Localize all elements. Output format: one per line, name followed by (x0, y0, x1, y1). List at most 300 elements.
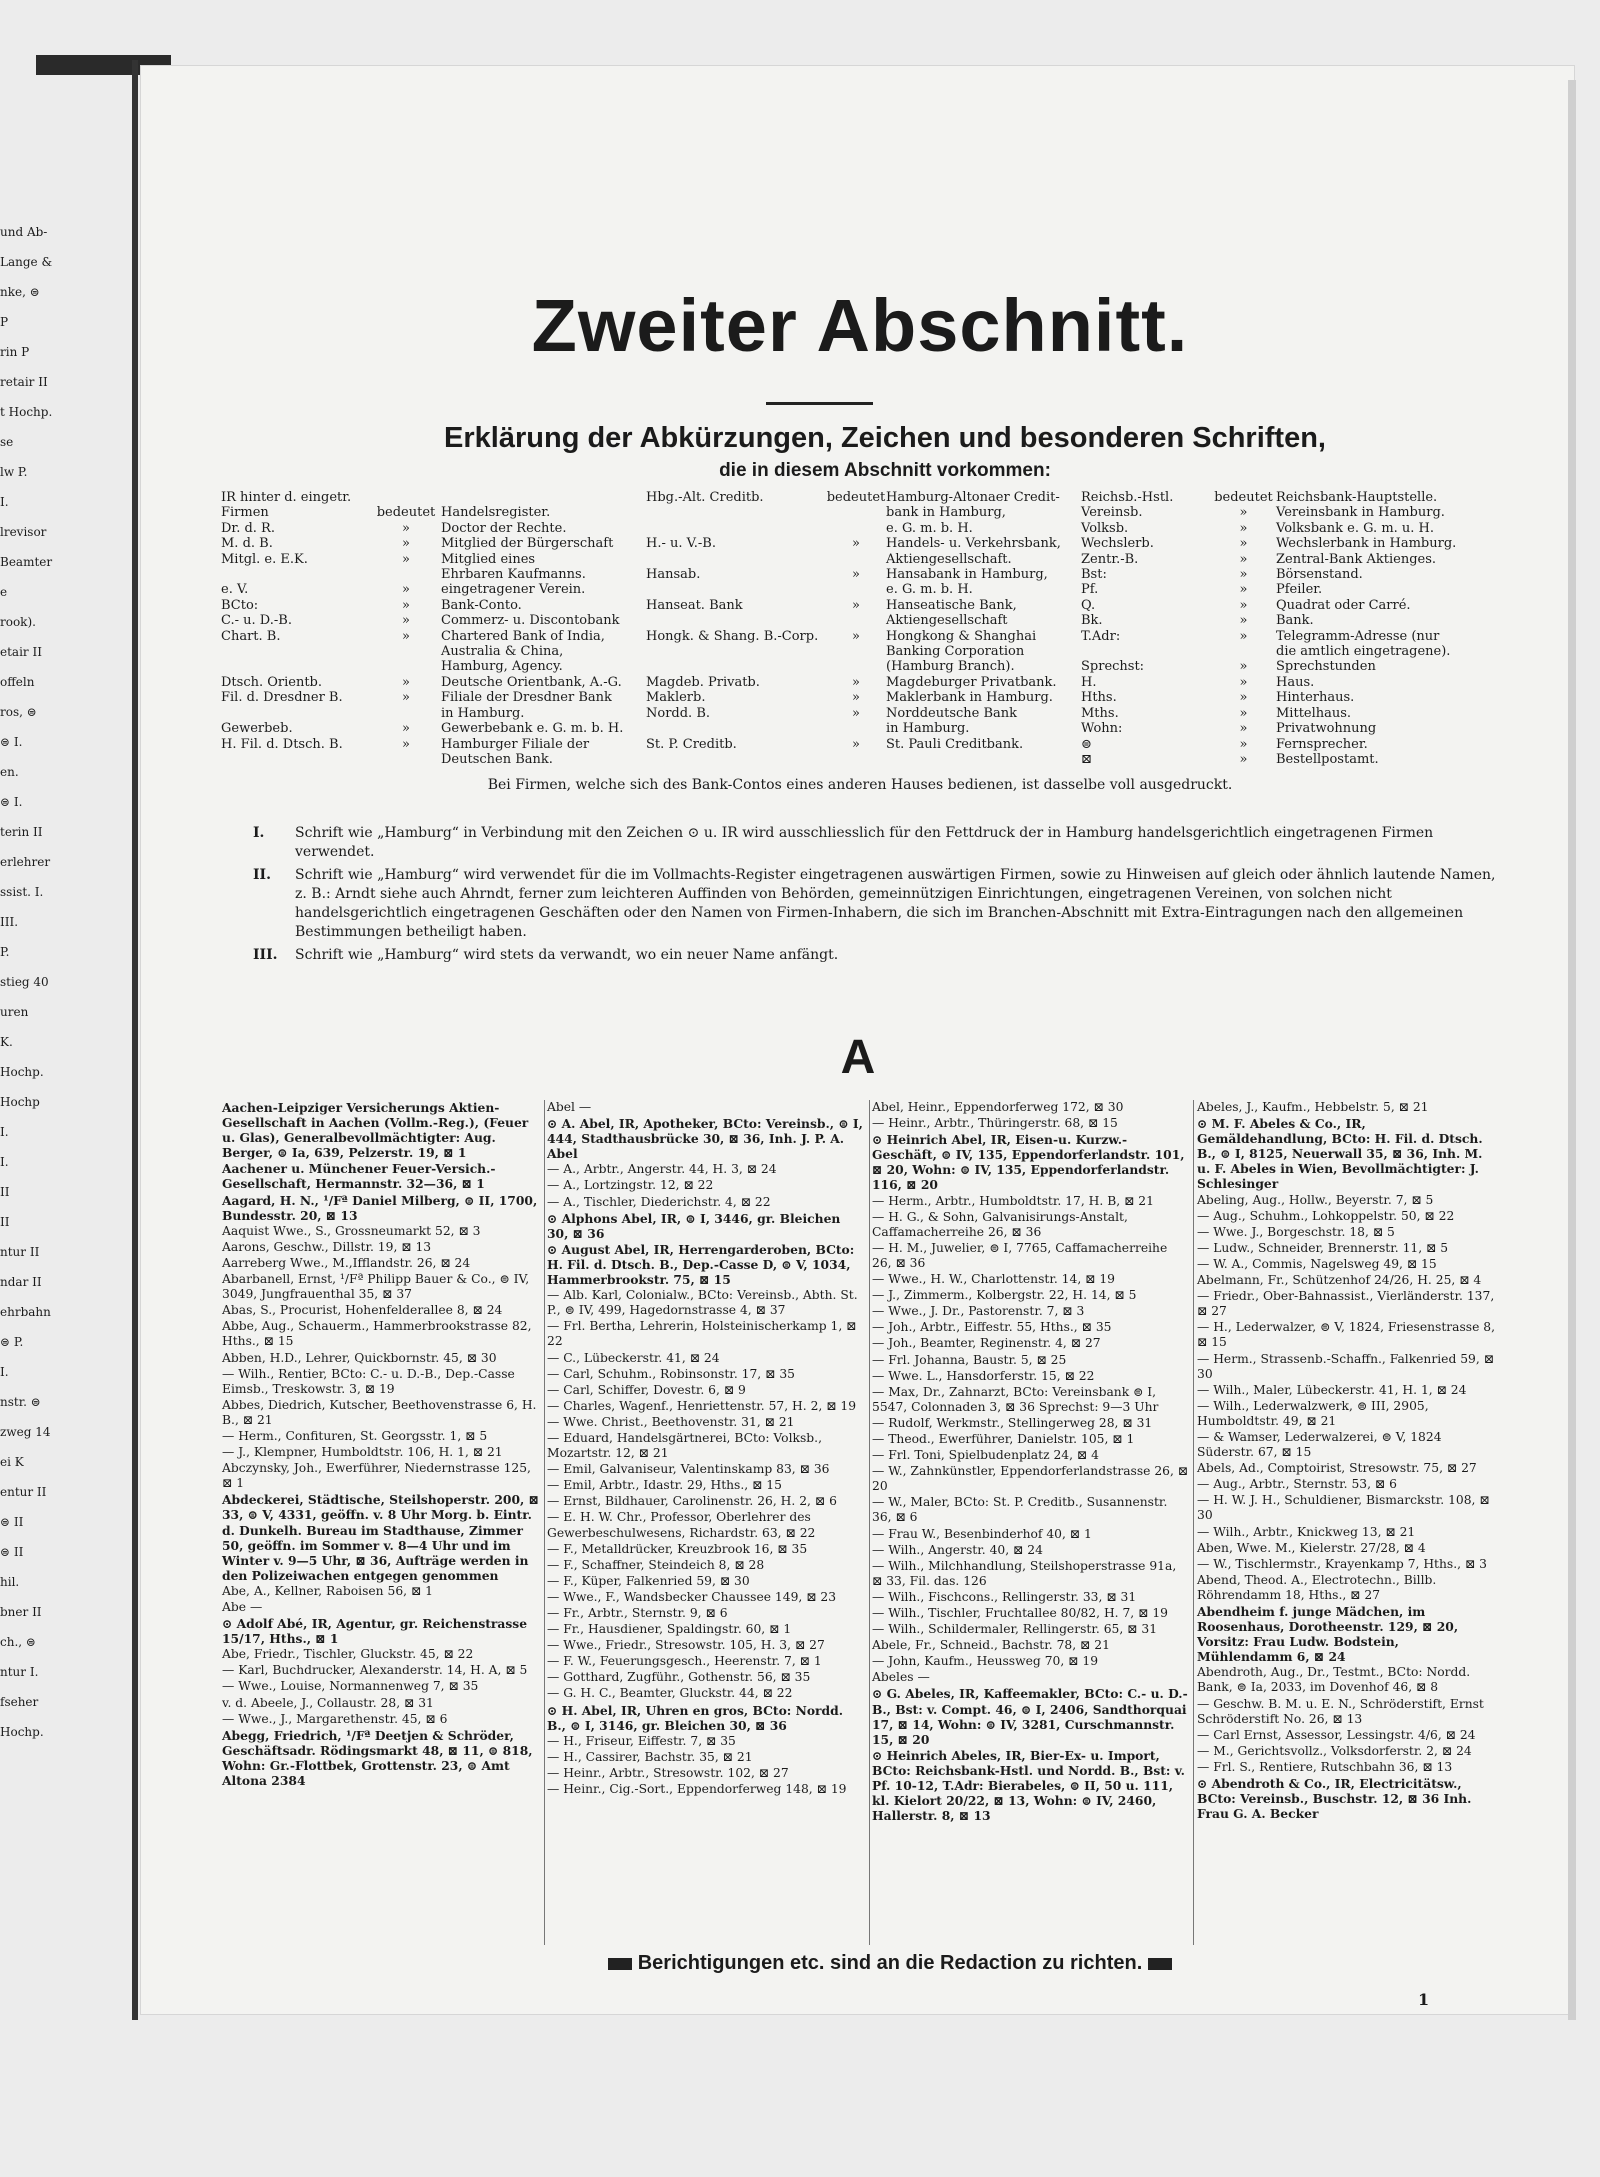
directory-entry: — Wilh., Lederwalzwerk, ⊜ III, 2905, Humboldtstr. 49, ⊠ 21 (1197, 1398, 1429, 1428)
abbreviation-row (646, 567, 1086, 582)
abbreviation-row (1081, 737, 1501, 752)
abbreviation-row (221, 598, 641, 613)
abbreviation-marker (371, 490, 441, 505)
directory-entry: — E. H. W. Chr., Professor, Oberlehrer des Gewerbeschulwesens, Richardstr. 63, ⊠ 22 (547, 1510, 816, 1540)
abbreviation-row (1081, 490, 1501, 505)
directory-entry: — A., Tischler, Diederichstr. 4, ⊠ 22 (547, 1194, 771, 1209)
abbreviation-row (646, 505, 1086, 520)
directory-entry: Abe, A., Kellner, Raboisen 56, ⊠ 1 (222, 1583, 433, 1598)
page-mark: 1 (1418, 1990, 1430, 2009)
abbreviation-marker: bedeutet (826, 490, 886, 505)
abbreviation-marker: » (1239, 659, 1248, 675)
abbreviation-meaning: Börsenstand. (1276, 567, 1363, 583)
spine-fragment: Hochp. (0, 1725, 44, 1739)
directory-entry: — Geschw. B. M. u. E. N., Schröderstift, Ernst Schröderstift No. 26, ⊠ 13 (1197, 1696, 1484, 1726)
abbreviation-key: Gewerbeb. (221, 721, 293, 737)
directory-entry: Abels, Ad., Comptoirist, Stresowstr. 75, ⊠ 27 (1197, 1461, 1477, 1476)
abbreviation-row (221, 536, 641, 551)
abbreviation-marker: » (1239, 551, 1248, 567)
directory-entry: ⊙ Adolf Abé, IR, Agentur, gr. Reichenstrasse 15/17, Hths., ⊠ 1 (222, 1616, 528, 1647)
directory-entry: Abend, Theod. A., Electrotechn., Billb. Röhrendamm 18, Hths., ⊠ 27 (1197, 1572, 1437, 1602)
abbreviation-key: M. d. B. (221, 536, 273, 552)
abbreviation-row (1081, 567, 1501, 582)
abbreviation-key (646, 552, 826, 567)
spine-fragment: III. (0, 915, 19, 929)
spine-fragment: ntur II (0, 1245, 40, 1259)
abbreviation-row (1081, 552, 1501, 567)
abbreviation-meaning: Ehrbaren Kaufmanns. (441, 567, 586, 583)
abbreviation-meaning: Banking Corporation (886, 644, 1025, 660)
abbreviation-row (646, 521, 1086, 536)
spine-fragment: II (0, 1215, 10, 1229)
abbreviation-marker: » (402, 520, 410, 536)
abbreviation-row (1081, 752, 1501, 767)
directory-entry: — F. W., Feuerungsgesch., Heerenstr. 7, ⊠ 1 (547, 1654, 822, 1669)
spine-fragment: en. (0, 765, 19, 779)
abbreviation-key (221, 567, 371, 582)
abbreviation-marker (826, 644, 886, 659)
abbreviation-marker: » (1239, 597, 1248, 613)
abbreviation-marker: » (852, 690, 860, 706)
abbreviation-marker: » (1239, 628, 1248, 644)
abbreviation-marker: » (1239, 736, 1248, 752)
spine-fragment: ehrbahn (0, 1305, 51, 1319)
abbreviation-row (646, 629, 1086, 644)
abbreviation-key: Nordd. B. (646, 705, 711, 721)
abbreviation-key: Bst: (1081, 567, 1107, 583)
directory-entry: Abeling, Aug., Hollw., Beyerstr. 7, ⊠ 5 (1197, 1192, 1434, 1207)
abbreviation-row (1081, 690, 1501, 705)
abbreviation-row (646, 644, 1086, 659)
directory-entry: — A., Lortzingstr. 12, ⊠ 22 (547, 1178, 714, 1193)
abbreviation-key: Hanseat. Bank (646, 597, 743, 613)
rule-text: Schrift wie „Hamburg“ in Verbindung mit den Zeichen ⊙ u. IR wird ausschliesslich für den Fettdruck der in Hamburg handelsgerichtlich eingetragenen Firmen verwendet. (295, 825, 1434, 860)
directory-entry: Abarbanell, Ernst, ¹/Fª Philipp Bauer & Co., ⊜ IV, 3049, Jungfrauenthal 35, ⊠ 37 (222, 1272, 530, 1302)
abbreviation-meaning: Vereinsbank in Hamburg. (1276, 505, 1445, 521)
rule-number: II. (253, 867, 271, 883)
abbreviation-key: Hongk. & Shang. B.-Corp. (646, 628, 819, 644)
directory-entry: — Herm., Confituren, St. Georgsstr. 1, ⊠ 5 (222, 1428, 488, 1443)
abbreviation-marker: » (1239, 690, 1248, 706)
directory-entry: Abczynsky, Joh., Ewerführer, Niedernstrasse 125, ⊠ 1 (222, 1461, 531, 1491)
abbreviation-meaning: Telegramm-Adresse (nur (1276, 628, 1440, 644)
abbreviation-meaning: eingetragener Verein. (441, 582, 586, 598)
abbreviation-meaning: Zentral-Bank Aktienges. (1276, 551, 1437, 567)
abbreviation-marker (826, 721, 886, 736)
spine-fragment: ⊜ II (0, 1515, 24, 1529)
font-rule (253, 866, 1503, 942)
directory-column-3 (872, 1100, 1190, 1824)
directory-entry: Abeles, J., Kaufm., Hebbelstr. 5, ⊠ 21 (1197, 1100, 1429, 1114)
directory-entry: — Wilh., Arbtr., Knickweg 13, ⊠ 21 (1197, 1524, 1416, 1539)
abbreviation-row (1081, 644, 1501, 659)
abbreviation-row (221, 706, 641, 721)
spine-fragment: ⊜ II (0, 1545, 24, 1559)
abbreviation-marker: » (852, 597, 860, 613)
directory-entry: — Carl, Schiffer, Dovestr. 6, ⊠ 9 (547, 1382, 746, 1397)
spine-fragment: rin P (0, 345, 30, 359)
spine-fragment: Beamter (0, 555, 53, 569)
abbreviation-key (646, 721, 826, 736)
abbreviation-row (221, 752, 641, 767)
abbreviation-meaning: Hamburg, Agency. (441, 659, 563, 675)
page-footer (510, 1952, 1270, 1975)
abbreviation-marker: » (1239, 721, 1248, 737)
abbreviation-meaning: Aktiengesellschaft (886, 613, 1008, 629)
directory-entry: — Rudolf, Werkmstr., Stellingerweg 28, ⊠ 31 (872, 1415, 1153, 1430)
directory-entry: Aarreberg Wwe., M.,Ifflandstr. 26, ⊠ 24 (222, 1255, 471, 1270)
directory-entry: — Carl Ernst, Assessor, Lessingstr. 4/6, ⊠ 24 (1197, 1727, 1476, 1742)
abbreviation-row (221, 582, 641, 597)
abbreviation-marker (371, 752, 441, 767)
directory-entry: — Frl. Toni, Spielbudenplatz 24, ⊠ 4 (872, 1448, 1099, 1463)
directory-entry: — M., Gerichtsvollz., Volksdorferstr. 2, ⊠ 24 (1197, 1743, 1472, 1758)
abbreviation-meaning: Aktiengesellschaft. (886, 551, 1012, 567)
spine-fragment: offeln (0, 675, 35, 689)
abbreviation-key (221, 752, 371, 767)
directory-entry: — Karl, Buchdrucker, Alexanderstr. 14, H. A, ⊠ 5 (222, 1663, 528, 1678)
abbreviation-key: Wohn: (1081, 721, 1123, 737)
directory-entry: v. d. Abeele, J., Collaustr. 28, ⊠ 31 (222, 1695, 434, 1710)
abbreviation-meaning: Hansabank in Hamburg, (886, 567, 1048, 583)
spine-fragment: I. (0, 1125, 9, 1139)
spine-fragment: t Hochp. (0, 405, 53, 419)
abbreviation-key: Dtsch. Orientb. (221, 674, 323, 690)
abbreviation-marker (826, 521, 886, 536)
directory-entry: — F., Küper, Falkenried 59, ⊠ 30 (547, 1573, 750, 1588)
rule-text: Schrift wie „Hamburg“ wird verwendet für die im Vollmachts-Register eingetragenen auswärtigen Firmen, sowie zu Hinweisen auf gleich oder ähnlich lautende Namen, z. B.: Arndt siehe auch Ahrndt, ferner zum leichteren Auffinden von Behörden, gemeinnützigen Einrichtungen, eingetragenen Vereinen, von solchen nicht handelsgerichtlich eingetragenen Geschäften oder den Namen von Firmen-Inhabern, die sich im Branchen-Abschnitt mit Extra-Eintragungen nach den allgemeinen Bestimmungen betheiligt haben. (295, 867, 1496, 940)
directory-entry: — Emil, Galvaniseur, Valentinskamp 83, ⊠ 36 (547, 1462, 830, 1477)
abbreviation-marker: » (852, 628, 860, 644)
directory-entry: ⊙ M. F. Abeles & Co., IR, Gemäldehandlung, BCto: H. Fil. d. Dtsch. B., ⊜ I, 8125, Neuerwall 35, ⊠ 36, Inh. M. u. F. Abeles in Wien, Bevollmächtigter: J. Schlesinger (1197, 1116, 1483, 1192)
abbreviation-marker: » (1239, 582, 1248, 598)
abbreviation-marker: » (1239, 751, 1248, 767)
abbreviation-marker (1211, 644, 1276, 659)
abbreviation-key (646, 582, 826, 597)
directory-columns (222, 1100, 1512, 1960)
rule-text: Schrift wie „Hamburg“ wird stets da verwandt, wo ein neuer Name anfängt. (295, 947, 839, 963)
abbreviation-marker (371, 659, 441, 674)
abbreviation-marker: » (1239, 567, 1248, 583)
directory-entry: — Herm., Arbtr., Humboldtstr. 17, H. B, ⊠ 21 (872, 1193, 1154, 1208)
abbreviation-meaning: Wechslerbank in Hamburg. (1276, 536, 1457, 552)
abbreviation-key: IR hinter d. eingetr. (221, 490, 352, 505)
abbreviation-row (1081, 582, 1501, 597)
abbreviation-meaning: Fernsprecher. (1276, 736, 1368, 752)
directory-entry: ⊙ Abendroth & Co., IR, Electricitätsw., BCto: Vereinsb., Buschstr. 12, ⊠ 36 Inh. Frau G. A. Becker (1197, 1776, 1472, 1822)
abbreviation-key: Mitgl. e. E.K. (221, 551, 308, 567)
directory-entry: — Fr., Hausdiener, Spaldingstr. 60, ⊠ 1 (547, 1622, 792, 1637)
abbreviation-row (221, 737, 641, 752)
abbreviation-meaning: Mitglied eines (441, 551, 536, 567)
directory-entry: — Theod., Ewerführer, Danielstr. 105, ⊠ 1 (872, 1431, 1135, 1446)
spine-fragment: stieg 40 (0, 975, 49, 989)
abbreviation-marker: » (1239, 520, 1248, 536)
spine-fragment: ch., ⊜ (0, 1635, 36, 1649)
abbreviation-row (221, 675, 641, 690)
abbreviation-meaning: Maklerbank in Hamburg. (886, 690, 1053, 706)
abbreviation-column-right (1081, 490, 1501, 767)
title-rule (766, 402, 873, 405)
abbreviation-meaning: Australia & China, (441, 644, 564, 660)
abbreviation-key: ⊜ (1081, 736, 1092, 752)
abbreviation-key: Hbg.-Alt. Creditb. (646, 490, 764, 505)
directory-entry: — Aug., Schuhm., Lohkoppelstr. 50, ⊠ 22 (1197, 1208, 1455, 1223)
abbreviation-meaning: in Hamburg. (886, 721, 970, 737)
abbreviation-key: Firmen (221, 505, 269, 521)
spine-fragment: e (0, 585, 8, 599)
abbreviation-key: Pf. (1081, 582, 1099, 598)
abbreviation-key: Chart. B. (221, 628, 281, 644)
abbreviation-key: e. V. (221, 582, 249, 598)
abbreviation-marker: » (402, 597, 410, 613)
directory-entry: — Heinr., Arbtr., Stresowstr. 102, ⊠ 27 (547, 1765, 789, 1780)
directory-entry: Abe, Friedr., Tischler, Gluckstr. 45, ⊠ 22 (222, 1647, 474, 1662)
directory-entry: — Carl, Schuhm., Robinsonstr. 17, ⊠ 35 (547, 1366, 795, 1381)
abbreviation-meaning: Bank-Conto. (441, 597, 522, 613)
abbreviation-row (646, 659, 1086, 674)
abbreviation-meaning: Hinterhaus. (1276, 690, 1355, 706)
abbreviation-marker: » (402, 736, 410, 752)
directory-entry: — Wilh., Milchhandlung, Steilshoperstrasse 91a, ⊠ 33, Fil. das. 126 (872, 1558, 1177, 1588)
abbreviation-marker: » (852, 705, 860, 721)
spine-fragment: ⊜ I. (0, 795, 23, 809)
directory-entry: — Wwe. J., Borgeschstr. 18, ⊠ 5 (1197, 1224, 1395, 1239)
abbreviation-row (1081, 536, 1501, 551)
abbreviation-meaning: e. G. m. b. H. (886, 582, 973, 598)
abbreviation-key: Volksb. (1081, 520, 1129, 536)
directory-entry: — H. W. J. H., Schuldiener, Bismarckstr. 108, ⊠ 30 (1197, 1493, 1490, 1523)
abbreviation-key: St. P. Creditb. (646, 736, 737, 752)
abbreviation-row (221, 567, 641, 582)
directory-entry: ⊙ Alphons Abel, IR, ⊜ I, 3446, gr. Bleichen 30, ⊠ 36 (547, 1210, 841, 1241)
abbreviation-meaning: Bestellpostamt. (1276, 751, 1379, 767)
directory-entry: Abegg, Friedrich, ¹/Fª Deetjen & Schröder, Geschäftsadr. Rödingsmarkt 48, ⊠ 11, ⊜ 818, Wohn: Gr.-Flottbek, Grottenstr. 23, ⊜ Amt Altona 2384 (222, 1727, 533, 1789)
directory-entry: Abendheim f. junge Mädchen, im Roosenhaus, Dorotheenstr. 129, ⊠ 20, Vorsitz: Frau Ludw. Bodstein, Mühlendamm 6, ⊠ 24 (1197, 1604, 1459, 1665)
page-subtitle-2: die in diesem Abschnitt vorkommen: (719, 460, 1051, 481)
spine-fragment: und Ab- (0, 225, 48, 239)
directory-entry: — F., Metalldrücker, Kreuzbrook 16, ⊠ 35 (547, 1541, 808, 1556)
abbreviation-row (1081, 659, 1501, 674)
abbreviation-key: Sprechst: (1081, 659, 1145, 675)
abbreviation-key: Magdeb. Privatb. (646, 674, 760, 690)
abbreviation-meaning: Handelsregister. (441, 505, 551, 521)
directory-entry: — Wwe., F., Wandsbecker Chaussee 149, ⊠ 23 (547, 1589, 837, 1604)
directory-entry: — Ernst, Bildhauer, Carolinenstr. 26, H. 2, ⊠ 6 (547, 1494, 837, 1509)
abbreviation-row (1081, 613, 1501, 628)
abbreviation-meaning: Hamburger Filiale der (441, 736, 590, 752)
directory-entry: — W. A., Commis, Nagelsweg 49, ⊠ 15 (1197, 1256, 1437, 1271)
spine-fragment: etair II (0, 645, 42, 659)
spine-fragment: fseher (0, 1695, 39, 1709)
directory-entry: — J., Zimmerm., Kolbergstr. 22, H. 14, ⊠ 5 (872, 1288, 1137, 1303)
abbreviation-key: BCto: (221, 597, 259, 613)
abbreviation-key: Bk. (1081, 613, 1103, 629)
abbreviation-marker: » (1239, 505, 1248, 521)
spine-fragment: zweg 14 (0, 1425, 51, 1439)
rule-number: III. (253, 947, 278, 963)
spine-fragment: lw P. (0, 465, 28, 479)
directory-entry: — Wilh., Tischler, Fruchtallee 80/82, H. 7, ⊠ 19 (872, 1606, 1168, 1620)
abbreviation-note: Bei Firmen, welche sich des Bank-Contos eines anderen Hauses bedienen, ist dasselbe voll ausgedruckt. (487, 777, 1233, 793)
directory-entry: — Charles, Wagenf., Henriettenstr. 57, H. 2, ⊠ 19 (547, 1398, 857, 1413)
directory-entry: — Wwe., H. W., Charlottenstr. 14, ⊠ 19 (872, 1272, 1116, 1287)
abbreviation-marker: » (402, 628, 410, 644)
abbreviation-marker: » (402, 613, 410, 629)
abbreviation-meaning: Chartered Bank of India, (441, 628, 605, 644)
spine-fragment: ndar II (0, 1275, 42, 1289)
pointing-hand-icon (608, 1958, 632, 1970)
abbreviation-key: H. Fil. d. Dtsch. B. (221, 736, 343, 752)
abbreviation-meaning: Magdeburger Privatbank. (886, 674, 1057, 690)
directory-entry: ⊙ Heinrich Abel, IR, Eisen-u. Kurzw.-Geschäft, ⊜ IV, 135, Eppendorferlandstr. 101, ⊠ 20, Wohn: ⊜ IV, 135, Eppendorferlandstr. 116, ⊠ 20 (872, 1132, 1185, 1193)
abbreviation-meaning: Pfeiler. (1276, 582, 1323, 598)
spine-fragment: ei K (0, 1455, 24, 1469)
directory-entry: — Wwe. L., Hansdorferstr. 15, ⊠ 22 (872, 1368, 1095, 1383)
abbreviation-marker: » (1239, 674, 1248, 690)
abbreviation-row (1081, 721, 1501, 736)
spine-fragment: I. (0, 1365, 9, 1379)
abbreviation-marker (826, 613, 886, 628)
abbreviation-key: H. (1081, 674, 1097, 690)
abbreviation-meaning: Hanseatische Bank, (886, 597, 1017, 613)
directory-entry: — Frau W., Besenbinderhof 40, ⊠ 1 (872, 1526, 1092, 1541)
directory-entry: — Wwe., Friedr., Stresowstr. 105, H. 3, ⊠ 27 (547, 1638, 825, 1653)
abbreviation-marker (826, 659, 886, 674)
binding-edge (132, 60, 138, 2020)
abbreviation-row (646, 737, 1086, 752)
abbreviation-marker: » (852, 736, 860, 752)
abbreviation-key: Wechslerb. (1081, 536, 1154, 552)
abbreviation-row (221, 613, 641, 628)
abbreviation-key: Fil. d. Dresdner B. (221, 690, 343, 706)
spine-fragment: I. (0, 495, 9, 509)
directory-entry: — Heinr., Cig.-Sort., Eppendorferweg 148, ⊠ 19 (547, 1782, 847, 1797)
directory-entry: — & Wamser, Lederwalzerei, ⊜ V, 1824 Süderstr. 67, ⊠ 15 (1197, 1429, 1442, 1460)
abbreviation-key: Hths. (1081, 690, 1117, 706)
abbreviation-key: H.- u. V.-B. (646, 536, 716, 552)
spine-fragment: II (0, 1185, 10, 1199)
directory-entry: ⊙ G. Abeles, IR, Kaffeemakler, BCto: C.- u. D.-B., Bst: v. Compt. 46, ⊜ I, 2406, Sandthorquai 17, ⊠ 14, Wohn: ⊜ IV, 3281, Curschmannstr. 15, ⊠ 20 (872, 1686, 1188, 1747)
directory-entry: — Wilh., Fischcons., Rellingerstr. 33, ⊠ 31 (872, 1589, 1137, 1604)
directory-column-2 (547, 1100, 865, 1798)
directory-entry: — Max, Dr., Zahnarzt, BCto: Vereinsbank ⊜ I, 5547, Colonnaden 3, ⊠ 36 Sprechst: 9—3 Uhr (872, 1384, 1159, 1414)
abbreviation-key: T.Adr: (1081, 628, 1121, 644)
directory-entry: — W., Zahnkünstler, Eppendorferlandstrasse 26, ⊠ 20 (872, 1464, 1189, 1494)
abbreviation-row (1081, 521, 1501, 536)
page-edge-right (1568, 80, 1576, 2020)
abbreviation-meaning: bank in Hamburg, (886, 505, 1006, 521)
page-subtitle: Erklärung der Abkürzungen, Zeichen und besonderen Schriften, (444, 422, 1326, 454)
directory-entry: — J., Klempner, Humboldtstr. 106, H. 1, ⊠ 21 (222, 1445, 503, 1460)
abbreviation-column-middle (646, 490, 1086, 752)
abbreviation-row (221, 552, 641, 567)
abbreviation-marker: » (402, 721, 410, 737)
spine-fragment: ros, ⊜ (0, 705, 37, 719)
abbreviation-key (221, 706, 371, 721)
abbreviation-row (221, 629, 641, 644)
directory-entry: — Wilh., Rentier, BCto: C.- u. D.-B., Dep.-Casse Eimsb., Treskowstr. 3, ⊠ 19 (222, 1366, 515, 1396)
spine-fragment: terin II (0, 825, 43, 839)
directory-entry: — H., Friseur, Eiffestr. 7, ⊠ 35 (547, 1733, 736, 1748)
abbreviation-key: Mths. (1081, 705, 1119, 721)
directory-entry: — Gotthard, Zugführ., Gothenstr. 56, ⊠ 35 (547, 1670, 811, 1685)
abbreviation-marker: » (402, 582, 410, 598)
section-letter: A (840, 1031, 876, 1084)
directory-entry: Abbes, Diedrich, Kutscher, Beethovenstrasse 6, H. B., ⊠ 21 (222, 1397, 537, 1427)
abbreviation-row (646, 582, 1086, 597)
abbreviation-row (646, 675, 1086, 690)
spine-fragment: erlehrer (0, 855, 51, 869)
abbreviation-row (221, 521, 641, 536)
directory-entry: — C., Lübeckerstr. 41, ⊠ 24 (547, 1350, 720, 1365)
directory-entry: Aagard, H. N., ¹/Fª Daniel Milberg, ⊜ II, 1700, Bundesstr. 20, ⊠ 13 (222, 1192, 538, 1223)
abbreviation-row (221, 721, 641, 736)
abbreviation-meaning: Hongkong & Shanghai (886, 628, 1037, 644)
directory-entry: Aben, Wwe. M., Kielerstr. 27/28, ⊠ 4 (1197, 1540, 1426, 1555)
directory-entry: — Wwe., J. Dr., Pastorenstr. 7, ⊠ 3 (872, 1304, 1085, 1319)
directory-entry: — Wwe., Louise, Normannenweg 7, ⊠ 35 (222, 1679, 479, 1694)
abbreviation-meaning: Volksbank e. G. m. u. H. (1276, 520, 1435, 536)
abbreviation-meaning: Deutschen Bank. (441, 751, 553, 767)
directory-entry: — Friedr., Ober-Bahnassist., Vierländerstr. 137, ⊠ 27 (1197, 1289, 1495, 1319)
abbreviation-row (221, 659, 641, 674)
abbreviation-key (646, 613, 826, 628)
directory-entry: — Aug., Arbtr., Sternstr. 53, ⊠ 6 (1197, 1477, 1397, 1492)
abbreviation-marker: » (852, 567, 860, 583)
font-rule (253, 824, 1503, 862)
abbreviation-row (646, 690, 1086, 705)
abbreviation-row (646, 598, 1086, 613)
directory-entry: — Ludw., Schneider, Brennerstr. 11, ⊠ 5 (1197, 1240, 1449, 1255)
directory-entry: ⊙ A. Abel, IR, Apotheker, BCto: Vereinsb., ⊜ I, 444, Stadthausbrücke 30, ⊠ 36, Inh. J. P. A. Abel (547, 1116, 863, 1162)
abbreviation-meaning: Handels- u. Verkehrsbank, (886, 536, 1061, 552)
directory-entry: Abeles — (872, 1670, 930, 1685)
directory-entry: Abben, H.D., Lehrer, Quickbornstr. 45, ⊠ 30 (222, 1350, 497, 1365)
directory-entry: Abdeckerei, Städtische, Steilshoperstr. 200, ⊠ 33, ⊜ V, 4331, geöffn. v. 8 Uhr Morg. b. Eintr. d. Dunkelh. Bureau im Stadthause, Zimmer 50, geöffn. im Sommer v. 8—4 Uhr und im Winter v. 9—5 Uhr, ⊠ 36, Aufträge werden in den Polizeiwachen entgegen genommen (222, 1492, 539, 1583)
abbreviation-meaning: Filiale der Dresdner Bank (441, 690, 612, 706)
directory-entry: — A., Arbtr., Angerstr. 44, H. 3, ⊠ 24 (547, 1162, 777, 1177)
abbreviation-meaning: Bank. (1276, 613, 1314, 629)
directory-entry: Aachener u. Münchener Feuer-Versich.-Gesellschaft, Hermannstr. 32—36, ⊠ 1 (222, 1161, 496, 1192)
spine-fragment: Lange & (0, 255, 53, 269)
abbreviation-key (646, 521, 826, 536)
abbreviation-marker (371, 706, 441, 721)
abbreviation-key: C.- u. D.-B. (221, 613, 292, 629)
directory-entry: — H., Lederwalzer, ⊜ V, 1824, Friesenstrasse 8, ⊠ 15 (1197, 1320, 1496, 1350)
directory-entry: — Frl. Johanna, Baustr. 5, ⊠ 25 (872, 1352, 1067, 1367)
abbreviation-row (1081, 675, 1501, 690)
abbreviation-key (646, 644, 826, 659)
directory-entry: ⊙ H. Abel, IR, Uhren en gros, BCto: Nordd. B., ⊜ I, 3146, gr. Bleichen 30, ⊠ 36 (547, 1702, 844, 1733)
directory-entry: — Joh., Beamter, Reginenstr. 4, ⊠ 27 (872, 1336, 1101, 1351)
abbreviation-marker: » (402, 674, 410, 690)
spine-fragment: ⊜ P. (0, 1335, 24, 1349)
directory-entry: — Wilh., Angerstr. 40, ⊠ 24 (872, 1542, 1043, 1557)
abbreviation-key (1081, 644, 1211, 659)
abbreviation-meaning: Quadrat oder Carré. (1276, 597, 1411, 613)
directory-entry: — Wwe. Christ., Beethovenstr. 31, ⊠ 21 (547, 1414, 795, 1429)
directory-entry: Abe — (222, 1600, 263, 1614)
directory-entry: — John, Kaufm., Heussweg 70, ⊠ 19 (872, 1654, 1099, 1669)
spine-fragment: P. (0, 945, 10, 959)
abbreviation-marker: » (402, 551, 410, 567)
directory-entry: ⊙ August Abel, IR, Herrengarderoben, BCto: H. Fil. d. Dtsch. B., Dep.-Casse D, ⊜ V, 1034, Hammerbrookstr. 75, ⊠ 15 (547, 1241, 855, 1288)
directory-entry: — F., Schaffner, Steindeich 8, ⊠ 28 (547, 1557, 765, 1572)
spine-fragment: Hochp (0, 1095, 40, 1109)
directory-column-4 (1197, 1100, 1497, 1822)
directory-entry: ⊙ Heinrich Abeles, IR, Bier-Ex- u. Import, BCto: Reichsbank-Hstl. und Nordd. B., Bst: v. Pf. 10-12, T.Adr: Bierabeles, ⊜ II, 50 u. 111, kl. Kielort 20/22, ⊠ 13, Wohn: ⊜ IV, 2460, Hallerstr. 8, ⊠ 13 (872, 1747, 1185, 1824)
